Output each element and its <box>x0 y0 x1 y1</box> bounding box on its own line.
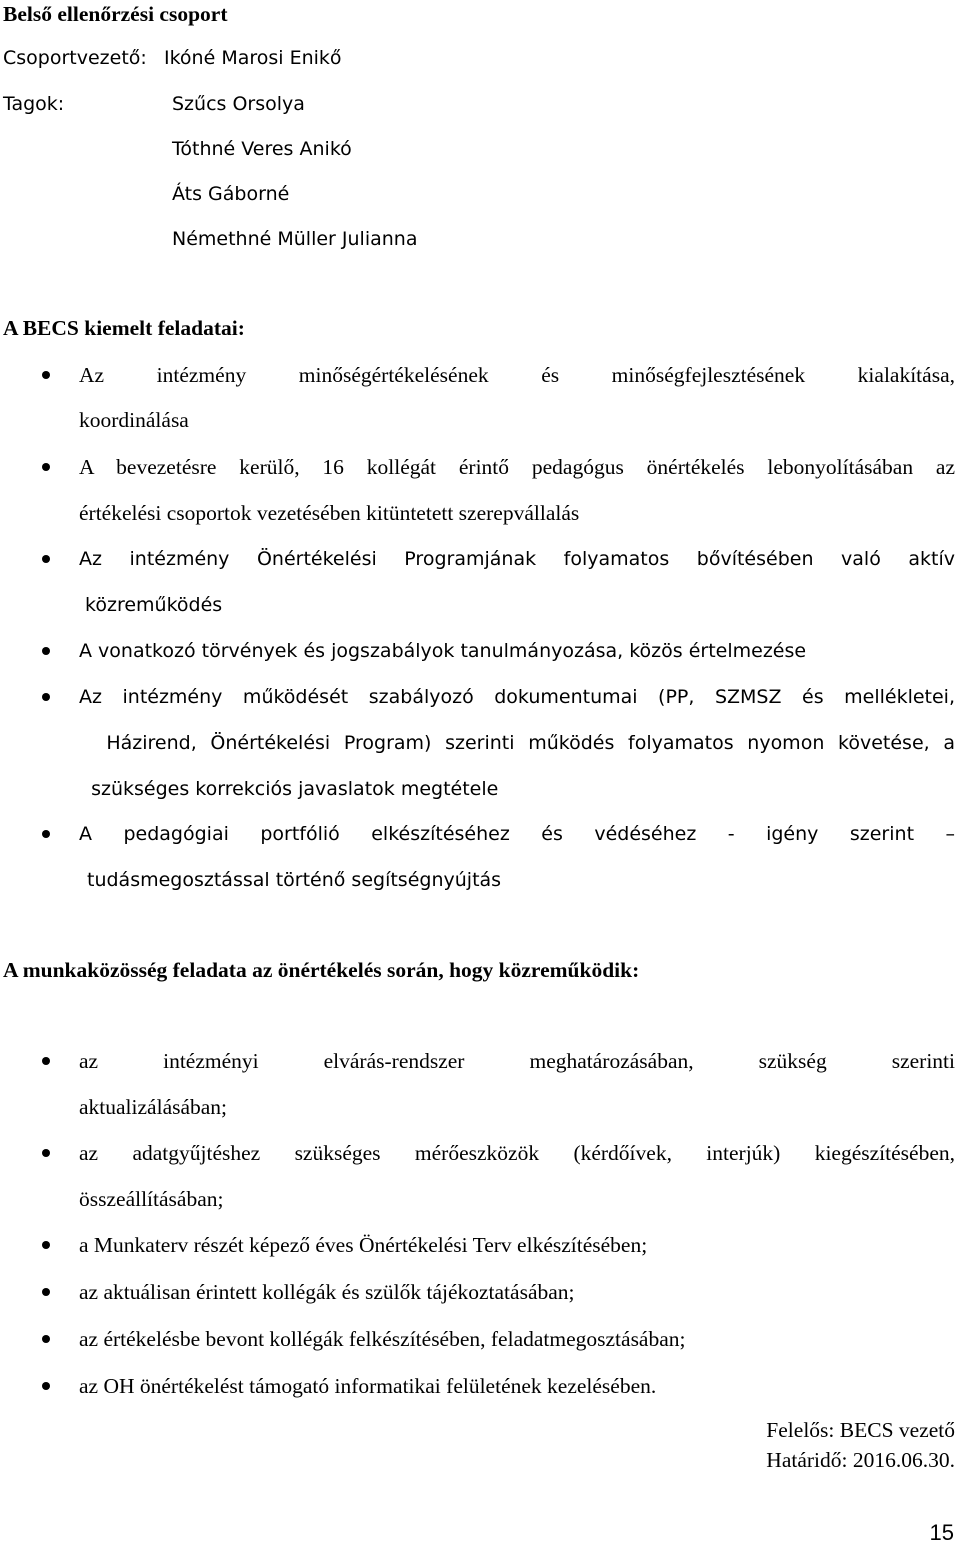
list-item-line: az intézményi elvárás-rendszer meghatározásában, szükség szerinti <box>79 1049 955 1073</box>
bullet-icon <box>42 1335 50 1343</box>
bullet-icon <box>42 647 50 655</box>
members-label: Tagok: <box>3 93 65 115</box>
list-item <box>79 1047 955 1139</box>
list-item <box>79 1278 955 1324</box>
group-title: Belső ellenőrzési csoport <box>3 2 228 26</box>
list-item <box>79 1372 955 1418</box>
bullet-icon <box>42 371 50 379</box>
member-name: Tóthné Veres Anikó <box>172 138 352 160</box>
list-item-line: az OH önértékelést támogató informatikai felületének kezelésében. <box>79 1374 657 1398</box>
bullet-icon <box>42 1057 50 1065</box>
list-item-line: Az intézmény minőségértékelésének és minőségfejlesztésének kialakítása, <box>79 363 955 387</box>
bullet-icon <box>42 1382 50 1390</box>
list-item-line: Az intézmény Önértékelési Programjának folyamatos bővítésében való aktív <box>79 548 955 570</box>
list-item <box>79 1325 955 1371</box>
list-item <box>79 453 955 545</box>
list-item <box>79 361 955 452</box>
page-number: 15 <box>929 1520 954 1545</box>
list-item <box>79 1139 955 1231</box>
bullet-icon <box>42 1241 50 1249</box>
bullet-icon <box>42 1149 50 1157</box>
list-item-line: értékelési csoportok vezetésében kitüntetett szerepvállalás <box>79 501 580 525</box>
list-item-line: az értékelésbe bevont kollégák felkészítésében, feladatmegosztásában; <box>79 1327 686 1351</box>
bullet-icon <box>42 830 50 838</box>
list-item-line: Házirend, Önértékelési Program) szerinti működés folyamatos nyomon követése, a <box>79 732 955 754</box>
responsible-line: Felelős: BECS vezető <box>766 1418 955 1442</box>
list-item-line: A bevezetésre kerülő, 16 kollégát érintő pedagógus önértékelés lebonyolításában az <box>79 455 955 479</box>
bullet-icon <box>42 463 50 471</box>
list-item-line: közreműködés <box>79 594 223 616</box>
leader-label: Csoportvezető: <box>3 47 147 69</box>
list-item-line: koordinálása <box>79 408 189 432</box>
bullet-icon <box>42 555 50 563</box>
list-item <box>79 683 955 821</box>
bullet-icon <box>42 1288 50 1296</box>
list-item-line: A pedagógiai portfólió elkészítéséhez és védéséhez - igény szerint – <box>79 823 955 845</box>
deadline-line: Határidő: 2016.06.30. <box>766 1448 955 1472</box>
community-heading: A munkaközösség feladata az önértékelés során, hogy közreműködik: <box>3 958 640 982</box>
list-item-line: A vonatkozó törvények és jogszabályok tanulmányozása, közös értelmezése <box>79 640 807 662</box>
list-item-line: Az intézmény működését szabályozó dokumentumai (PP, SZMSZ és mellékletei, <box>79 686 955 708</box>
member-name: Némethné Müller Julianna <box>172 228 418 250</box>
list-item-line: tudásmegosztással történő segítségnyújtás <box>87 869 502 891</box>
list-item-line: az aktuálisan érintett kollégák és szülők tájékoztatásában; <box>79 1280 575 1304</box>
list-item-line: aktualizálásában; <box>79 1095 228 1119</box>
tasks-heading: A BECS kiemelt feladatai: <box>3 316 245 340</box>
list-item <box>79 545 955 637</box>
list-item-line: az adatgyűjtéshez szükséges mérőeszközök (kérdőívek, interjúk) kiegészítésében, <box>79 1141 955 1165</box>
list-item <box>79 820 955 912</box>
member-name: Áts Gáborné <box>172 183 290 205</box>
leader-name: Ikóné Marosi Enikő <box>164 47 342 69</box>
member-name: Szűcs Orsolya <box>172 93 305 115</box>
list-item <box>79 1231 955 1277</box>
bullet-icon <box>42 693 50 701</box>
list-item <box>79 637 955 683</box>
list-item-line: a Munkaterv részét képező éves Önértékelési Terv elkészítésében; <box>79 1233 648 1257</box>
list-item-line: összeállításában; <box>79 1187 224 1211</box>
list-item-line: szükséges korrekciós javaslatok megtétele <box>79 778 499 800</box>
